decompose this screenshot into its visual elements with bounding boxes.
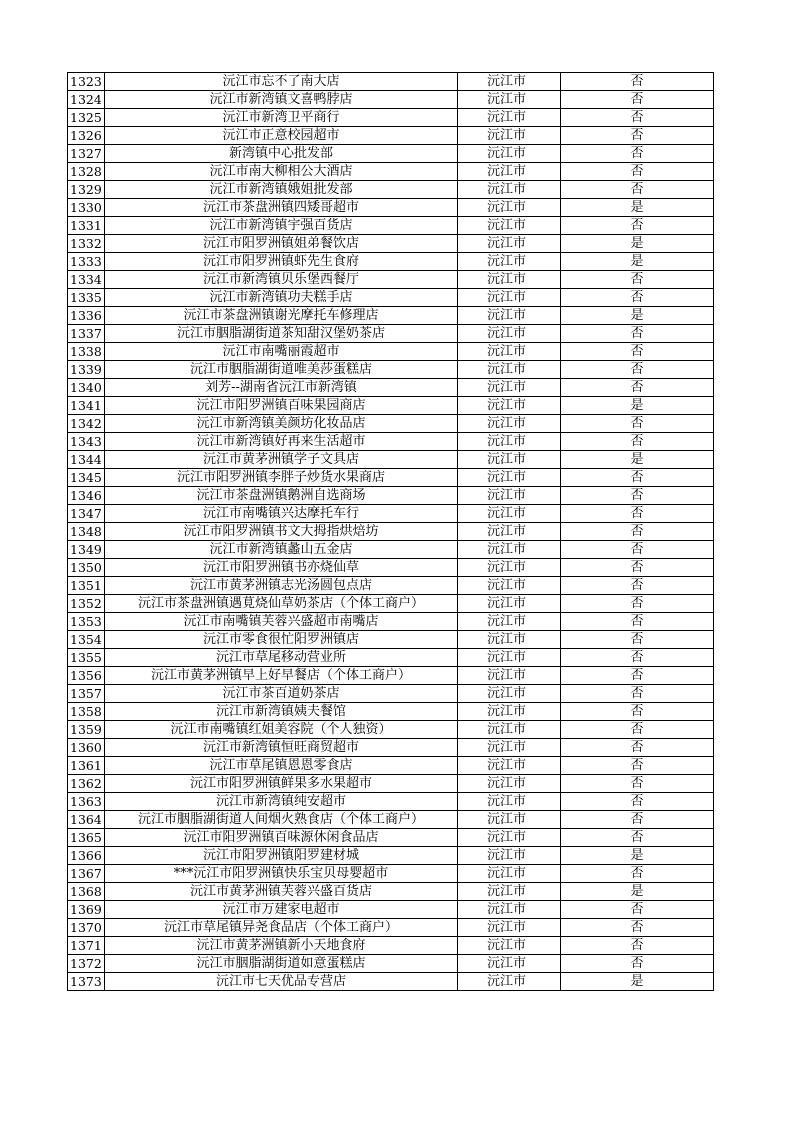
table-row (68, 613, 714, 631)
row-number-cell: 1350 (68, 559, 105, 577)
row-number-cell: 1346 (68, 487, 105, 505)
table-row (68, 847, 714, 865)
table-row (68, 163, 714, 181)
row-number-cell: 1370 (68, 919, 105, 937)
city-cell: 沅江市 (458, 469, 561, 487)
table-row (68, 757, 714, 775)
table-row (68, 127, 714, 145)
row-number-cell: 1351 (68, 577, 105, 595)
flag-cell: 否 (561, 721, 714, 739)
city-cell: 沅江市 (458, 649, 561, 667)
store-name-cell: 沅江市阳罗洲镇书亦烧仙草 (105, 559, 458, 577)
flag-cell: 否 (561, 163, 714, 181)
row-number-cell: 1367 (68, 865, 105, 883)
table-row (68, 595, 714, 613)
city-cell: 沅江市 (458, 433, 561, 451)
table-row (68, 469, 714, 487)
flag-cell: 否 (561, 757, 714, 775)
store-name-cell: 沅江市黄茅洲镇学子文具店 (105, 451, 458, 469)
city-cell: 沅江市 (458, 415, 561, 433)
row-number-cell: 1360 (68, 739, 105, 757)
table-row (68, 649, 714, 667)
flag-cell: 否 (561, 469, 714, 487)
table-row (68, 559, 714, 577)
store-name-cell: 沅江市新湾镇文喜鸭脖店 (105, 91, 458, 109)
city-cell: 沅江市 (458, 919, 561, 937)
city-cell: 沅江市 (458, 109, 561, 127)
row-number-cell: 1344 (68, 451, 105, 469)
row-number-cell: 1323 (68, 73, 105, 91)
city-cell: 沅江市 (458, 775, 561, 793)
table-row (68, 235, 714, 253)
city-cell: 沅江市 (458, 559, 561, 577)
city-cell: 沅江市 (458, 91, 561, 109)
flag-cell: 否 (561, 541, 714, 559)
table-row (68, 199, 714, 217)
row-number-cell: 1343 (68, 433, 105, 451)
row-number-cell: 1329 (68, 181, 105, 199)
row-number-cell: 1371 (68, 937, 105, 955)
store-name-cell: 沅江市新湾镇宇强百货店 (105, 217, 458, 235)
flag-cell: 否 (561, 919, 714, 937)
city-cell: 沅江市 (458, 721, 561, 739)
flag-cell: 是 (561, 235, 714, 253)
row-number-cell: 1330 (68, 199, 105, 217)
table-row (68, 523, 714, 541)
city-cell: 沅江市 (458, 271, 561, 289)
store-name-cell: 沅江市阳罗洲镇姐弟餐饮店 (105, 235, 458, 253)
row-number-cell: 1362 (68, 775, 105, 793)
row-number-cell: 1347 (68, 505, 105, 523)
table-row (68, 541, 714, 559)
row-number-cell: 1327 (68, 145, 105, 163)
row-number-cell: 1342 (68, 415, 105, 433)
row-number-cell: 1354 (68, 631, 105, 649)
store-name-cell: 沅江市草尾移动营业所 (105, 649, 458, 667)
city-cell: 沅江市 (458, 289, 561, 307)
row-number-cell: 1366 (68, 847, 105, 865)
flag-cell: 否 (561, 793, 714, 811)
store-name-cell: 沅江市新湾镇好再来生活超市 (105, 433, 458, 451)
city-cell: 沅江市 (458, 325, 561, 343)
table-row (68, 703, 714, 721)
store-name-cell: 沅江市万建家电超市 (105, 901, 458, 919)
table-row (68, 577, 714, 595)
flag-cell: 否 (561, 523, 714, 541)
store-name-cell: ***沅江市阳罗洲镇快乐宝贝母婴超市 (105, 865, 458, 883)
flag-cell: 否 (561, 649, 714, 667)
city-cell: 沅江市 (458, 829, 561, 847)
flag-cell: 否 (561, 487, 714, 505)
table-row (68, 109, 714, 127)
table-row (68, 829, 714, 847)
row-number-cell: 1334 (68, 271, 105, 289)
city-cell: 沅江市 (458, 577, 561, 595)
city-cell: 沅江市 (458, 397, 561, 415)
flag-cell: 否 (561, 361, 714, 379)
row-number-cell: 1364 (68, 811, 105, 829)
table-row (68, 793, 714, 811)
flag-cell: 否 (561, 937, 714, 955)
table-row (68, 379, 714, 397)
store-name-cell: 沅江市草尾镇异尧食品店（个体工商户） (105, 919, 458, 937)
row-number-cell: 1328 (68, 163, 105, 181)
store-name-cell: 沅江市南嘴丽霞超市 (105, 343, 458, 361)
store-name-cell: 沅江市零食很忙阳罗洲镇店 (105, 631, 458, 649)
store-name-cell: 沅江市阳罗洲镇百味源休闲食品店 (105, 829, 458, 847)
table-row (68, 451, 714, 469)
flag-cell: 否 (561, 289, 714, 307)
table-row (68, 901, 714, 919)
row-number-cell: 1341 (68, 397, 105, 415)
store-name-cell: 沅江市胭脂湖街道如意蛋糕店 (105, 955, 458, 973)
flag-cell: 否 (561, 325, 714, 343)
row-number-cell: 1372 (68, 955, 105, 973)
row-number-cell: 1353 (68, 613, 105, 631)
store-name-cell: 沅江市南嘴镇红姐美容院（个人独资） (105, 721, 458, 739)
city-cell: 沅江市 (458, 865, 561, 883)
row-number-cell: 1339 (68, 361, 105, 379)
table-row (68, 667, 714, 685)
store-name-cell: 沅江市茶盘洲镇遇莧烧仙草奶茶店（个体工商户） (105, 595, 458, 613)
row-number-cell: 1368 (68, 883, 105, 901)
city-cell: 沅江市 (458, 811, 561, 829)
flag-cell: 否 (561, 217, 714, 235)
row-number-cell: 1365 (68, 829, 105, 847)
flag-cell: 否 (561, 559, 714, 577)
city-cell: 沅江市 (458, 703, 561, 721)
flag-cell: 否 (561, 91, 714, 109)
flag-cell: 否 (561, 379, 714, 397)
city-cell: 沅江市 (458, 343, 561, 361)
flag-cell: 是 (561, 397, 714, 415)
flag-cell: 是 (561, 451, 714, 469)
flag-cell: 否 (561, 505, 714, 523)
city-cell: 沅江市 (458, 955, 561, 973)
flag-cell: 否 (561, 811, 714, 829)
table-row (68, 937, 714, 955)
city-cell: 沅江市 (458, 595, 561, 613)
store-name-cell: 沅江市新湾镇恒旺商贸超市 (105, 739, 458, 757)
flag-cell: 否 (561, 631, 714, 649)
city-cell: 沅江市 (458, 145, 561, 163)
city-cell: 沅江市 (458, 937, 561, 955)
row-number-cell: 1355 (68, 649, 105, 667)
store-name-cell: 沅江市新湾镇姨夫餐馆 (105, 703, 458, 721)
flag-cell: 是 (561, 847, 714, 865)
city-cell: 沅江市 (458, 217, 561, 235)
table-row (68, 253, 714, 271)
city-cell: 沅江市 (458, 73, 561, 91)
flag-cell: 否 (561, 577, 714, 595)
city-cell: 沅江市 (458, 757, 561, 775)
table-row (68, 271, 714, 289)
table-row (68, 775, 714, 793)
store-name-cell: 沅江市新湾镇美颜坊化妆品店 (105, 415, 458, 433)
row-number-cell: 1369 (68, 901, 105, 919)
table-row (68, 181, 714, 199)
flag-cell: 否 (561, 343, 714, 361)
row-number-cell: 1326 (68, 127, 105, 145)
store-name-cell: 沅江市胭脂湖街道唯美莎蛋糕店 (105, 361, 458, 379)
city-cell: 沅江市 (458, 199, 561, 217)
table-row (68, 505, 714, 523)
row-number-cell: 1356 (68, 667, 105, 685)
row-number-cell: 1332 (68, 235, 105, 253)
table-row (68, 685, 714, 703)
row-number-cell: 1336 (68, 307, 105, 325)
table-row (68, 865, 714, 883)
flag-cell: 否 (561, 865, 714, 883)
flag-cell: 否 (561, 73, 714, 91)
store-name-cell: 沅江市新湾镇功夫糕手店 (105, 289, 458, 307)
table-row (68, 217, 714, 235)
table-row (68, 307, 714, 325)
store-name-cell: 沅江市茶盘洲镇鹅洲自选商场 (105, 487, 458, 505)
city-cell: 沅江市 (458, 523, 561, 541)
row-number-cell: 1333 (68, 253, 105, 271)
store-name-cell: 沅江市草尾镇恩恩零食店 (105, 757, 458, 775)
city-cell: 沅江市 (458, 667, 561, 685)
city-cell: 沅江市 (458, 451, 561, 469)
city-cell: 沅江市 (458, 739, 561, 757)
flag-cell: 否 (561, 109, 714, 127)
table-row (68, 415, 714, 433)
city-cell: 沅江市 (458, 361, 561, 379)
store-name-cell: 沅江市南嘴镇兴达摩托车行 (105, 505, 458, 523)
row-number-cell: 1361 (68, 757, 105, 775)
table-body (68, 73, 714, 991)
city-cell: 沅江市 (458, 505, 561, 523)
table-row (68, 91, 714, 109)
flag-cell: 是 (561, 883, 714, 901)
store-name-cell: 沅江市阳罗洲镇李胖子炒货水果商店 (105, 469, 458, 487)
store-name-cell: 沅江市茶盘洲镇四矮哥超市 (105, 199, 458, 217)
store-name-cell: 沅江市新湾镇纯安超市 (105, 793, 458, 811)
city-cell: 沅江市 (458, 613, 561, 631)
city-cell: 沅江市 (458, 235, 561, 253)
row-number-cell: 1335 (68, 289, 105, 307)
row-number-cell: 1340 (68, 379, 105, 397)
row-number-cell: 1348 (68, 523, 105, 541)
store-name-cell: 沅江市阳罗洲镇鲜果多水果超市 (105, 775, 458, 793)
city-cell: 沅江市 (458, 973, 561, 991)
table-row (68, 883, 714, 901)
city-cell: 沅江市 (458, 379, 561, 397)
row-number-cell: 1357 (68, 685, 105, 703)
flag-cell: 否 (561, 181, 714, 199)
store-name-cell: 沅江市胭脂湖街道茶知甜汉堡奶茶店 (105, 325, 458, 343)
data-table (67, 72, 714, 991)
table-row (68, 973, 714, 991)
city-cell: 沅江市 (458, 883, 561, 901)
flag-cell: 是 (561, 973, 714, 991)
store-name-cell: 沅江市胭脂湖街道人间烟火熟食店（个体工商户） (105, 811, 458, 829)
store-name-cell: 沅江市七天优品专营店 (105, 973, 458, 991)
table-row (68, 487, 714, 505)
table-row (68, 739, 714, 757)
store-name-cell: 沅江市阳罗洲镇百味果园商店 (105, 397, 458, 415)
row-number-cell: 1352 (68, 595, 105, 613)
store-name-cell: 沅江市新湾镇蠡山五金店 (105, 541, 458, 559)
flag-cell: 否 (561, 595, 714, 613)
flag-cell: 否 (561, 685, 714, 703)
flag-cell: 否 (561, 775, 714, 793)
flag-cell: 否 (561, 901, 714, 919)
flag-cell: 否 (561, 127, 714, 145)
row-number-cell: 1349 (68, 541, 105, 559)
table-row (68, 343, 714, 361)
store-name-cell: 沅江市南大柳相公大酒店 (105, 163, 458, 181)
flag-cell: 否 (561, 271, 714, 289)
table-row (68, 433, 714, 451)
store-name-cell: 沅江市阳罗洲镇虾先生食府 (105, 253, 458, 271)
store-name-cell: 沅江市黄茅洲镇早上好早餐店（个体工商户） (105, 667, 458, 685)
row-number-cell: 1345 (68, 469, 105, 487)
city-cell: 沅江市 (458, 901, 561, 919)
store-name-cell: 刘芳--湖南省沅江市新湾镇 (105, 379, 458, 397)
city-cell: 沅江市 (458, 793, 561, 811)
flag-cell: 否 (561, 703, 714, 721)
flag-cell: 否 (561, 955, 714, 973)
table-row (68, 145, 714, 163)
store-name-cell: 沅江市新湾镇娥姐批发部 (105, 181, 458, 199)
table-row (68, 361, 714, 379)
flag-cell: 是 (561, 307, 714, 325)
flag-cell: 否 (561, 829, 714, 847)
row-number-cell: 1324 (68, 91, 105, 109)
city-cell: 沅江市 (458, 847, 561, 865)
flag-cell: 否 (561, 667, 714, 685)
store-name-cell: 沅江市新湾镇贝乐堡西餐厅 (105, 271, 458, 289)
table-row (68, 325, 714, 343)
table-row (68, 631, 714, 649)
store-name-cell: 沅江市茶百道奶茶店 (105, 685, 458, 703)
table-row (68, 919, 714, 937)
city-cell: 沅江市 (458, 253, 561, 271)
row-number-cell: 1331 (68, 217, 105, 235)
flag-cell: 是 (561, 199, 714, 217)
row-number-cell: 1338 (68, 343, 105, 361)
store-name-cell: 沅江市黄茅洲镇芙蓉兴盛百货店 (105, 883, 458, 901)
flag-cell: 否 (561, 613, 714, 631)
store-name-cell: 沅江市南嘴镇芙蓉兴盛超市南嘴店 (105, 613, 458, 631)
city-cell: 沅江市 (458, 307, 561, 325)
store-name-cell: 沅江市阳罗洲镇书文大拇指烘焙坊 (105, 523, 458, 541)
store-name-cell: 沅江市忘不了南大店 (105, 73, 458, 91)
store-name-cell: 新湾镇中心批发部 (105, 145, 458, 163)
table-row (68, 721, 714, 739)
city-cell: 沅江市 (458, 163, 561, 181)
flag-cell: 否 (561, 433, 714, 451)
table-row (68, 289, 714, 307)
store-name-cell: 沅江市新湾卫平商行 (105, 109, 458, 127)
flag-cell: 否 (561, 145, 714, 163)
store-name-cell: 沅江市黄茅洲镇新小天地食府 (105, 937, 458, 955)
table-row (68, 73, 714, 91)
store-name-cell: 沅江市茶盘洲镇谢光摩托车修理店 (105, 307, 458, 325)
row-number-cell: 1359 (68, 721, 105, 739)
flag-cell: 否 (561, 739, 714, 757)
city-cell: 沅江市 (458, 685, 561, 703)
row-number-cell: 1358 (68, 703, 105, 721)
table-row (68, 811, 714, 829)
city-cell: 沅江市 (458, 181, 561, 199)
flag-cell: 是 (561, 253, 714, 271)
flag-cell: 否 (561, 415, 714, 433)
row-number-cell: 1363 (68, 793, 105, 811)
store-name-cell: 沅江市正意校园超市 (105, 127, 458, 145)
store-name-cell: 沅江市阳罗洲镇阳罗建材城 (105, 847, 458, 865)
city-cell: 沅江市 (458, 487, 561, 505)
city-cell: 沅江市 (458, 127, 561, 145)
row-number-cell: 1373 (68, 973, 105, 991)
row-number-cell: 1337 (68, 325, 105, 343)
store-name-cell: 沅江市黄茅洲镇志光汤圆包点店 (105, 577, 458, 595)
city-cell: 沅江市 (458, 541, 561, 559)
city-cell: 沅江市 (458, 631, 561, 649)
row-number-cell: 1325 (68, 109, 105, 127)
table-row (68, 955, 714, 973)
table-row (68, 397, 714, 415)
